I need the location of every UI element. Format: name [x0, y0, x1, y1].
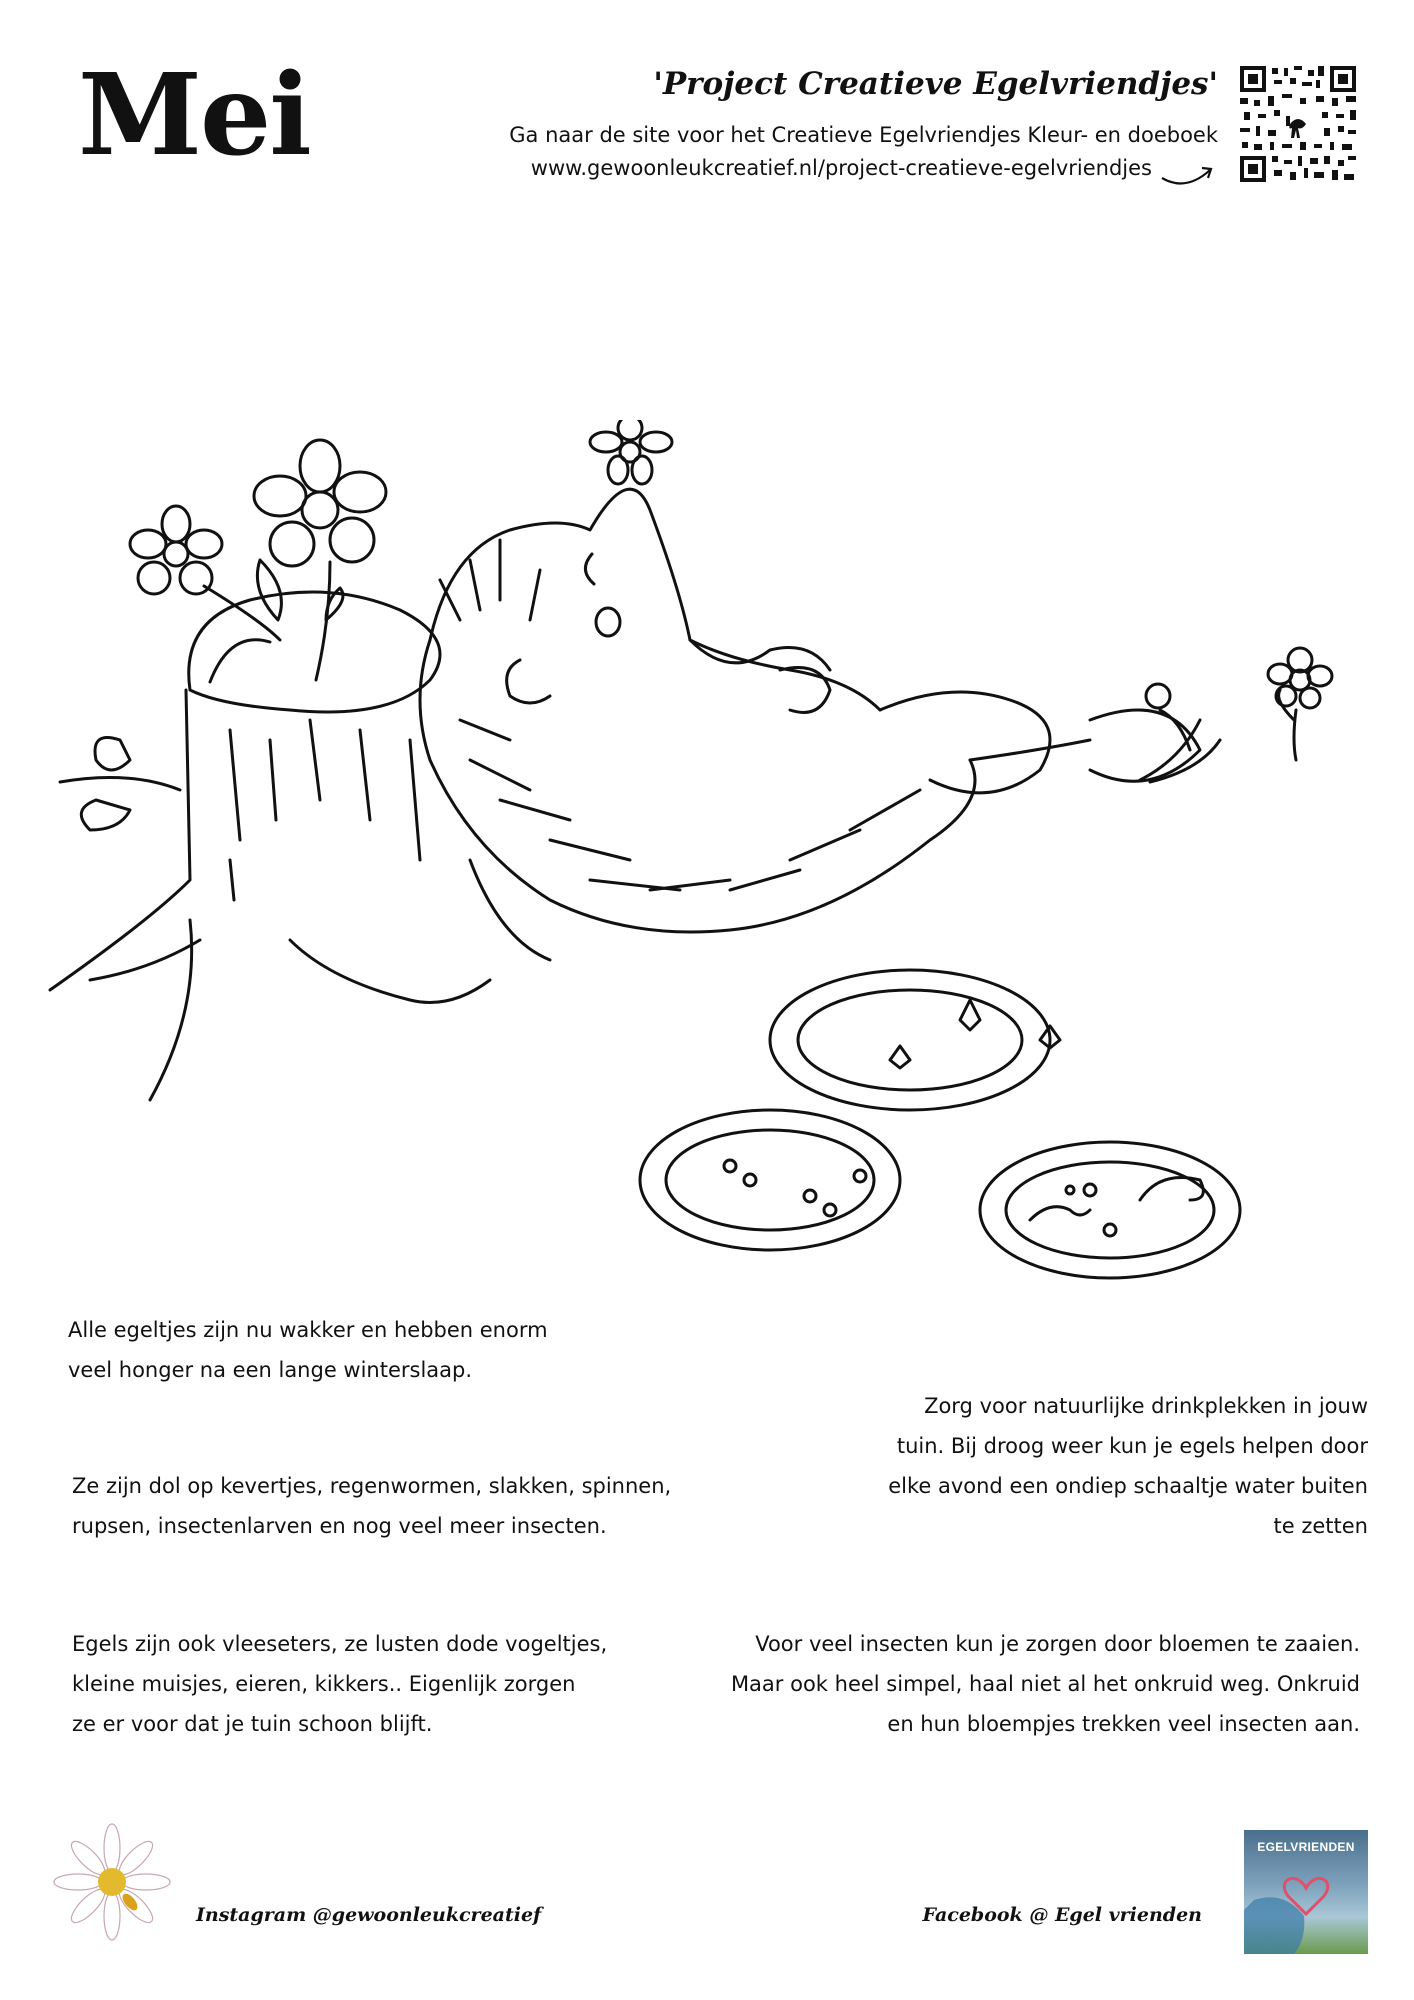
site-url-link[interactable]: www.gewoonleukcreatief.nl/project-creatieve-egelvriendjes	[530, 156, 1152, 180]
project-title: 'Project Creatieve Egelvriendjes'	[653, 66, 1218, 102]
text-line: rupsen, insectenlarven en nog veel meer insecten.	[72, 1514, 607, 1538]
text-line: en hun bloempjes trekken veel insecten aan.	[887, 1712, 1360, 1736]
text-line: elke avond een ondiep schaaltje water buiten	[888, 1474, 1368, 1498]
page-title: Mei	[78, 50, 310, 181]
logo-text: EGELVRIENDEN	[1257, 1840, 1355, 1854]
curved-arrow-icon	[1158, 156, 1218, 190]
text-line: Egels zijn ook vleeseters, ze lusten dode vogeltjes,	[72, 1632, 608, 1656]
text-line: Maar ook heel simpel, haal niet al het onkruid weg. Onkruid	[730, 1672, 1360, 1696]
text-line: tuin. Bij droog weer kun je egels helpen door	[896, 1434, 1368, 1458]
site-description: Ga naar de site voor het Creatieve Egelvriendjes Kleur- en doeboek	[509, 123, 1218, 147]
text-line: Zorg voor natuurlijke drinkplekken in jouw	[924, 1394, 1368, 1418]
paragraph-awake	[68, 1310, 548, 1390]
facebook-handle[interactable]: Facebook @ Egel vrienden	[922, 1904, 1202, 1926]
food-bowl	[770, 970, 1060, 1110]
text-line: veel honger na een lange winterslaap.	[68, 1358, 473, 1382]
heart-icon	[1244, 1830, 1368, 1954]
flower-icon	[254, 440, 386, 680]
egelvrienden-logo	[1244, 1830, 1368, 1954]
hedgehog	[420, 489, 1200, 932]
text-line: kleine muisjes, eieren, kikkers.. Eigenlijk zorgen	[72, 1672, 576, 1696]
text-line: Alle egeltjes zijn nu wakker en hebben enorm	[68, 1318, 548, 1342]
tree-stump	[50, 592, 550, 1100]
hedgehog-coloring-illustration	[30, 420, 1370, 1340]
text-line: Ze zijn dol op kevertjes, regenwormen, slakken, spinnen,	[72, 1474, 672, 1498]
paragraph-flowers	[731, 1624, 1360, 1744]
paragraph-carnivores	[72, 1624, 607, 1744]
text-line: te zetten	[1273, 1514, 1368, 1538]
text-line: ze er voor dat je tuin schoon blijft.	[72, 1712, 433, 1736]
instagram-handle[interactable]: Instagram @gewoonleukcreatief	[196, 1904, 542, 1926]
flower-icon	[1268, 648, 1332, 760]
worm-bowl	[980, 1142, 1240, 1278]
paragraph-insects	[72, 1466, 671, 1546]
flower-icon	[130, 506, 281, 640]
water-bowl	[640, 1110, 900, 1250]
flower-icon	[590, 420, 672, 484]
qr-code-icon[interactable]	[1238, 64, 1358, 184]
daisy-bee-icon	[46, 1822, 178, 1942]
text-line: Voor veel insecten kun je zorgen door bloemen te zaaien.	[755, 1632, 1360, 1656]
paragraph-water	[888, 1386, 1368, 1546]
